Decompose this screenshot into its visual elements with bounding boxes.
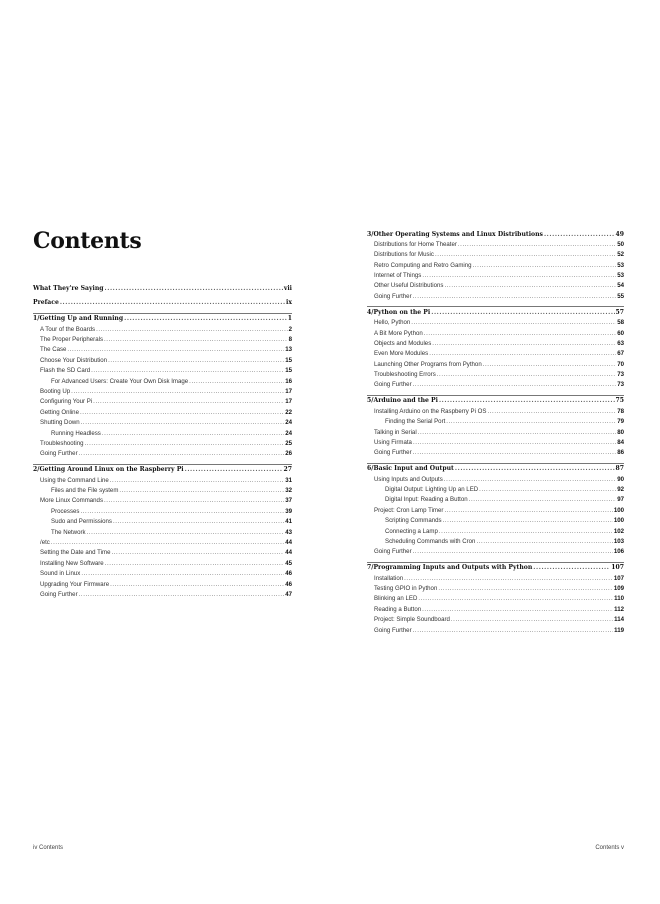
- toc-entry-page-number: 97: [617, 496, 624, 504]
- toc-entry[interactable]: [367, 506, 624, 516]
- toc-entry-title: Preface: [33, 299, 59, 307]
- toc-dot-leader: [185, 465, 283, 475]
- toc-dot-leader: [446, 417, 616, 427]
- toc-entry-page-number: 17: [285, 398, 292, 406]
- toc-entry-title: Getting Online: [40, 408, 79, 416]
- toc-entry[interactable]: [367, 527, 624, 537]
- toc-entry[interactable]: [367, 475, 624, 485]
- toc-dot-leader: [473, 261, 617, 271]
- toc-entry[interactable]: [33, 397, 292, 407]
- toc-entry-page-number: 106: [613, 548, 624, 556]
- toc-dot-leader: [113, 517, 284, 527]
- toc-entry[interactable]: [33, 476, 292, 486]
- toc-entry-title: Going Further: [40, 590, 78, 598]
- page-footer-right: Contents v: [595, 845, 624, 851]
- toc-entry[interactable]: [367, 574, 624, 584]
- toc-chapter-entry[interactable]: [367, 306, 624, 318]
- toc-entry[interactable]: [367, 329, 624, 339]
- toc-entry-page-number: 73: [617, 371, 624, 379]
- toc-entry[interactable]: [33, 439, 292, 449]
- toc-entry-title: For Advanced Users: Create Your Own Disk Image: [51, 377, 189, 385]
- toc-entry-title: 3/Other Operating Systems and Linux Distributions: [367, 230, 543, 238]
- toc-entry-page-number: 79: [617, 418, 624, 426]
- toc-entry[interactable]: [367, 349, 624, 359]
- toc-dot-leader: [439, 396, 615, 406]
- toc-entry-page-number: 43: [285, 528, 292, 536]
- toc-entry-title: /etc: [40, 538, 50, 546]
- toc-entry[interactable]: [367, 438, 624, 448]
- toc-dot-leader: [432, 339, 616, 349]
- toc-entry-page-number: 53: [617, 272, 624, 280]
- toc-dot-leader: [443, 516, 613, 526]
- toc-dot-leader: [435, 250, 616, 260]
- toc-dot-leader: [458, 240, 616, 250]
- toc-dot-leader: [81, 569, 284, 579]
- toc-entry[interactable]: [367, 605, 624, 615]
- page-footer-left: iv Contents: [33, 845, 64, 851]
- toc-entry-title: Configuring Your Pi: [40, 398, 93, 406]
- toc-entry-title: Scripting Commands: [385, 517, 442, 525]
- toc-dot-leader: [444, 281, 616, 291]
- toc-entry-title: The Network: [51, 528, 86, 536]
- toc-entry[interactable]: [33, 377, 292, 387]
- toc-entry-title: Upgrading Your Firmware: [40, 580, 110, 588]
- toc-entry-page-number: 41: [285, 518, 292, 526]
- toc-dot-leader: [413, 626, 614, 636]
- toc-dot-leader: [79, 449, 285, 459]
- toc-entry-page-number: ix: [286, 299, 292, 307]
- toc-entry-title: Troubleshooting Errors: [374, 371, 436, 379]
- toc-entry-page-number: 110: [614, 595, 624, 603]
- toc-entry[interactable]: [367, 615, 624, 625]
- toc-entry-page-number: 25: [285, 439, 292, 447]
- toc-chapter-entry[interactable]: [33, 464, 292, 476]
- toc-chapter-entry[interactable]: [367, 562, 624, 574]
- toc-entry-page-number: 50: [617, 240, 624, 248]
- toc-dot-leader: [102, 429, 284, 439]
- toc-entry-page-number: 84: [617, 438, 624, 446]
- toc-entry-page-number: 67: [617, 350, 624, 358]
- toc-entry-page-number: 31: [285, 476, 292, 484]
- toc-entry[interactable]: [33, 517, 292, 527]
- toc-entry-title: What They're Saying: [33, 284, 104, 292]
- toc-dot-leader: [413, 438, 616, 448]
- toc-entry-page-number: 112: [614, 605, 624, 613]
- toc-entry-page-number: 80: [617, 428, 624, 436]
- toc-dot-leader: [455, 464, 615, 474]
- toc-entry-title: Even More Modules: [374, 350, 429, 358]
- toc-entry[interactable]: [33, 387, 292, 397]
- toc-dot-leader: [189, 377, 284, 387]
- toc-entry[interactable]: [33, 580, 292, 590]
- toc-entry-title: The Proper Peripherals: [40, 336, 103, 344]
- toc-entry-title: Launching Other Programs from Python: [374, 360, 482, 368]
- toc-entry-title: Digital Output: Lighting Up an LED: [385, 485, 479, 493]
- toc-entry[interactable]: [367, 339, 624, 349]
- toc-dot-leader: [124, 314, 287, 324]
- toc-entry-page-number: 90: [617, 475, 624, 483]
- toc-entry[interactable]: [367, 448, 624, 458]
- toc-dot-leader: [91, 366, 284, 376]
- toc-entry-title: Hello, Python: [374, 319, 411, 327]
- toc-dot-leader: [51, 538, 284, 548]
- toc-entry-page-number: 75: [615, 397, 624, 405]
- toc-entry[interactable]: [367, 495, 624, 505]
- toc-dot-leader: [104, 496, 284, 506]
- toc-entry[interactable]: [367, 537, 624, 547]
- toc-entry-title: Installation: [374, 574, 404, 582]
- toc-entry-title: More Linux Commands: [40, 497, 103, 505]
- toc-dot-leader: [544, 230, 615, 240]
- toc-list-right: [367, 229, 624, 636]
- toc-dot-leader: [96, 325, 288, 335]
- toc-entry-title: Choose Your Distribution: [40, 356, 108, 364]
- toc-chapter-entry[interactable]: [33, 313, 292, 325]
- toc-entry[interactable]: [367, 360, 624, 370]
- page-title: Contents: [33, 228, 142, 254]
- toc-entry[interactable]: [367, 428, 624, 438]
- toc-entry[interactable]: [367, 318, 624, 328]
- toc-entry[interactable]: [367, 516, 624, 526]
- toc-entry[interactable]: [367, 417, 624, 427]
- toc-entry-title: Files and the File system: [51, 487, 119, 495]
- toc-dot-leader: [429, 349, 616, 359]
- toc-entry-page-number: 13: [285, 346, 292, 354]
- toc-dot-leader: [413, 292, 617, 302]
- toc-entry-title: Distributions for Home Theater: [374, 240, 457, 248]
- toc-entry-page-number: 107: [611, 564, 624, 572]
- toc-list-left: [33, 279, 292, 600]
- toc-entry-page-number: 44: [285, 549, 292, 557]
- toc-entry-title: A Tour of the Boards: [40, 325, 96, 333]
- toc-dot-leader: [487, 407, 616, 417]
- toc-entry-page-number: 2: [288, 325, 292, 333]
- toc-entry-title: Distributions for Music: [374, 251, 434, 259]
- toc-entry-page-number: 103: [613, 537, 624, 545]
- toc-entry[interactable]: [367, 261, 624, 271]
- toc-entry-title: Scheduling Commands with Cron: [385, 537, 476, 545]
- toc-dot-leader: [479, 485, 616, 495]
- toc-entry-title: Digital Input: Reading a Button: [385, 496, 468, 504]
- toc-entry-title: Objects and Modules: [374, 339, 432, 347]
- toc-entry[interactable]: [367, 485, 624, 495]
- toc-entry-page-number: 39: [285, 507, 292, 515]
- toc-dot-leader: [105, 284, 283, 294]
- toc-entry-page-number: 46: [285, 570, 292, 578]
- toc-chapter-entry[interactable]: [33, 298, 292, 309]
- toc-entry-title: Installing New Software: [40, 559, 104, 567]
- toc-entry-title: 5/Arduino and the Pi: [367, 397, 438, 405]
- toc-entry-page-number: 15: [285, 367, 292, 375]
- toc-entry-title: Blinking an LED: [374, 595, 418, 603]
- toc-dot-leader: [438, 584, 612, 594]
- toc-entry-page-number: 87: [615, 465, 624, 473]
- toc-dot-leader: [60, 298, 285, 308]
- toc-dot-leader: [413, 448, 617, 458]
- toc-entry[interactable]: [33, 449, 292, 459]
- toc-entry-title: Sound in Linux: [40, 570, 81, 578]
- toc-entry-title: Going Further: [374, 626, 412, 634]
- toc-entry-page-number: 37: [285, 497, 292, 505]
- toc-entry-page-number: 102: [613, 527, 624, 535]
- toc-entry[interactable]: [33, 325, 292, 335]
- toc-dot-leader: [71, 387, 284, 397]
- toc-entry[interactable]: [367, 594, 624, 604]
- toc-entry-page-number: 24: [285, 429, 292, 437]
- toc-dot-leader: [437, 370, 616, 380]
- toc-entry[interactable]: [33, 507, 292, 517]
- toc-entry-title: Installing Arduino on the Raspberry Pi OS: [374, 407, 487, 415]
- toc-entry[interactable]: [33, 548, 292, 558]
- toc-dot-leader: [418, 594, 613, 604]
- toc-entry-page-number: 114: [614, 616, 624, 624]
- toc-entry-page-number: 8: [288, 336, 292, 344]
- toc-chapter-entry[interactable]: [367, 395, 624, 407]
- toc-entry-page-number: 26: [285, 450, 292, 458]
- toc-entry-title: Using the Command Line: [40, 476, 109, 484]
- toc-entry[interactable]: [33, 345, 292, 355]
- toc-entry-title: The Case: [40, 346, 67, 354]
- toc-entry-title: Shutting Down: [40, 419, 80, 427]
- toc-entry-title: Project: Cron Lamp Timer: [374, 506, 444, 514]
- toc-entry[interactable]: [33, 496, 292, 506]
- toc-dot-leader: [422, 605, 613, 615]
- toc-dot-leader: [533, 563, 610, 573]
- toc-dot-leader: [67, 345, 284, 355]
- toc-entry[interactable]: [33, 528, 292, 538]
- toc-entry-page-number: 44: [285, 538, 292, 546]
- toc-entry-page-number: 49: [615, 230, 624, 238]
- toc-entry-title: Talking in Serial: [374, 428, 417, 436]
- toc-entry-title: 2/Getting Around Linux on the Raspberry Pi: [33, 466, 184, 474]
- toc-entry[interactable]: [33, 356, 292, 366]
- toc-entry-page-number: 55: [617, 292, 624, 300]
- toc-entry-title: Troubleshooting: [40, 439, 84, 447]
- toc-entry-title: Flash the SD Card: [40, 367, 91, 375]
- toc-entry[interactable]: [367, 626, 624, 636]
- toc-entry-title: Going Further: [374, 548, 412, 556]
- toc-entry-title: Processes: [51, 507, 80, 515]
- toc-entry-page-number: 47: [285, 590, 292, 598]
- toc-entry-page-number: 17: [285, 388, 292, 396]
- toc-dot-leader: [111, 548, 284, 558]
- toc-dot-leader: [413, 547, 613, 557]
- toc-entry[interactable]: [367, 250, 624, 260]
- toc-entry-title: Going Further: [374, 381, 412, 389]
- toc-entry-page-number: 63: [617, 339, 624, 347]
- toc-entry-page-number: 70: [617, 360, 624, 368]
- toc-chapter-entry[interactable]: [367, 229, 624, 240]
- toc-dot-leader: [411, 318, 616, 328]
- toc-entry[interactable]: [33, 408, 292, 418]
- toc-dot-leader: [483, 360, 617, 370]
- toc-entry-title: 4/Python on the Pi: [367, 308, 431, 316]
- toc-entry-page-number: 1: [287, 315, 292, 323]
- toc-dot-leader: [404, 574, 613, 584]
- toc-entry[interactable]: [33, 590, 292, 600]
- toc-entry[interactable]: [367, 380, 624, 390]
- toc-dot-leader: [422, 271, 616, 281]
- toc-entry-page-number: 78: [617, 407, 624, 415]
- toc-entry-page-number: 86: [617, 449, 624, 457]
- toc-entry[interactable]: [33, 486, 292, 496]
- toc-dot-leader: [110, 580, 284, 590]
- toc-entry-title: Sudo and Permissions: [51, 518, 112, 526]
- toc-entry-title: 6/Basic Input and Output: [367, 465, 454, 473]
- toc-dot-leader: [108, 356, 284, 366]
- toc-dot-leader: [119, 486, 284, 496]
- toc-entry-title: Retro Computing and Retro Gaming: [374, 261, 472, 269]
- toc-dot-leader: [444, 475, 616, 485]
- toc-dot-leader: [469, 495, 617, 505]
- toc-entry-title: Other Useful Distributions: [374, 282, 444, 290]
- toc-entry-page-number: 24: [285, 419, 292, 427]
- toc-entry[interactable]: [367, 547, 624, 557]
- toc-entry[interactable]: [33, 538, 292, 548]
- toc-entry-page-number: 46: [285, 580, 292, 588]
- toc-chapter-entry[interactable]: [367, 463, 624, 475]
- toc-entry-page-number: 27: [283, 466, 292, 474]
- right-page: [330, 0, 660, 904]
- toc-entry-title: Project: Simple Soundboard: [374, 616, 450, 624]
- toc-entry-page-number: 32: [285, 487, 292, 495]
- toc-dot-leader: [451, 615, 613, 625]
- toc-entry-page-number: 54: [617, 282, 624, 290]
- toc-dot-leader: [93, 397, 284, 407]
- toc-entry-page-number: 109: [613, 585, 624, 592]
- toc-entry-page-number: 16: [285, 377, 292, 385]
- toc-dot-leader: [439, 527, 613, 537]
- toc-entry-page-number: 92: [617, 485, 624, 493]
- toc-dot-leader: [104, 335, 288, 345]
- toc-dot-leader: [110, 476, 284, 486]
- toc-entry-page-number: 100: [613, 517, 624, 525]
- toc-entry[interactable]: [367, 271, 624, 281]
- toc-entry-title: Reading a Button: [374, 605, 422, 613]
- toc-entry[interactable]: [33, 559, 292, 569]
- toc-entry[interactable]: [33, 366, 292, 376]
- toc-entry-title: Finding the Serial Port: [385, 418, 446, 426]
- toc-entry-page-number: 58: [617, 319, 624, 327]
- toc-entry-title: Internet of Things: [374, 272, 422, 280]
- toc-dot-leader: [444, 506, 612, 516]
- toc-dot-leader: [81, 418, 285, 428]
- toc-dot-leader: [79, 590, 285, 600]
- toc-entry[interactable]: [367, 370, 624, 380]
- toc-entry-page-number: 60: [617, 329, 624, 337]
- toc-entry-page-number: 57: [615, 308, 624, 316]
- toc-entry-title: Testing GPIO in Python: [374, 585, 438, 592]
- toc-entry-title: 7/Programming Inputs and Outputs with Python: [367, 564, 533, 572]
- toc-entry-title: Booting Up: [40, 388, 71, 396]
- toc-entry-title: Using Inputs and Outputs: [374, 475, 443, 483]
- toc-dot-leader: [418, 428, 617, 438]
- toc-chapter-entry[interactable]: [33, 283, 292, 294]
- toc-entry-title: Going Further: [374, 449, 412, 457]
- toc-dot-leader: [424, 329, 616, 339]
- toc-dot-leader: [431, 308, 614, 318]
- toc-entry-title: Going Further: [40, 450, 78, 458]
- toc-entry-title: Going Further: [374, 292, 412, 300]
- toc-entry[interactable]: [33, 429, 292, 439]
- toc-entry-page-number: 53: [617, 261, 624, 269]
- toc-dot-leader: [413, 380, 617, 390]
- toc-entry[interactable]: [367, 584, 624, 594]
- toc-entry-title: Connecting a Lamp: [385, 527, 438, 535]
- toc-dot-leader: [476, 537, 612, 547]
- toc-entry-page-number: 15: [285, 356, 292, 364]
- toc-entry[interactable]: [33, 569, 292, 579]
- toc-entry-page-number: 45: [285, 559, 292, 567]
- toc-entry-page-number: 100: [613, 506, 624, 514]
- toc-entry-page-number: 73: [617, 381, 624, 389]
- toc-entry-title: Using Firmata: [374, 438, 412, 446]
- toc-dot-leader: [80, 408, 284, 418]
- toc-entry-page-number: 22: [285, 408, 292, 416]
- toc-entry-page-number: 52: [617, 251, 624, 259]
- toc-dot-leader: [87, 528, 285, 538]
- toc-dot-leader: [105, 559, 285, 569]
- toc-entry-title: A Bit More Python: [374, 329, 423, 337]
- toc-dot-leader: [80, 507, 284, 517]
- toc-entry-page-number: 119: [614, 626, 624, 634]
- toc-entry-title: Running Headless: [51, 429, 101, 437]
- toc-entry-title: Setting the Date and Time: [40, 549, 111, 557]
- toc-entry-page-number: vii: [283, 284, 292, 292]
- toc-dot-leader: [84, 439, 284, 449]
- toc-entry[interactable]: [367, 281, 624, 291]
- toc-entry-title: 1/Getting Up and Running: [33, 315, 124, 323]
- toc-entry[interactable]: [367, 407, 624, 417]
- toc-entry[interactable]: [367, 292, 624, 302]
- toc-entry[interactable]: [367, 240, 624, 250]
- toc-entry[interactable]: [33, 418, 292, 428]
- toc-entry[interactable]: [33, 335, 292, 345]
- toc-entry-page-number: 107: [613, 574, 624, 582]
